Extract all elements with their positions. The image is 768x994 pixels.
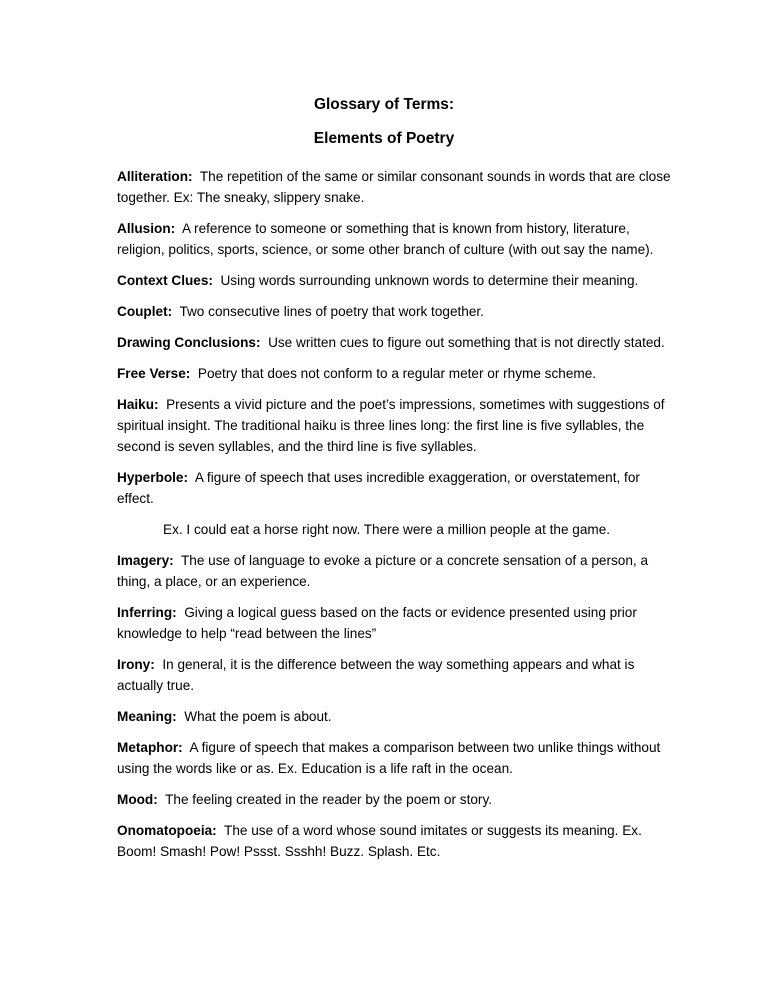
glossary-entry [117,706,677,727]
glossary-entry [117,602,677,644]
glossary-term: Context Clues: [117,273,213,288]
glossary-definition: The repetition of the same or similar consonant sounds in words that are close together. Ex: The sneaky, slippery snake. [117,169,671,205]
glossary-definition: A reference to someone or something that is known from history, literature, religion, politics, sports, science, or some other branch of culture (with out say the name). [117,221,654,257]
glossary-term: Free Verse: [117,366,191,381]
glossary-example: Ex. I could eat a horse right now. There were a million people at the game. [163,522,611,537]
glossary-entry [117,166,677,208]
glossary-definition: The use of language to evoke a picture or a concrete sensation of a person, a thing, a place, or an experience. [117,553,649,589]
glossary-term: Inferring: [117,605,177,620]
glossary-definition: Giving a logical guess based on the facts or evidence presented using prior knowledge to help “read between the lines” [117,605,637,641]
glossary-entry [117,820,677,862]
glossary-term: Hyperbole: [117,470,189,485]
glossary-entry [117,654,677,696]
glossary-term: Mood: [117,792,158,807]
glossary-term: Alliteration: [117,169,193,184]
glossary-entry [117,363,677,384]
glossary-term: Onomatopoeia: [117,823,217,838]
glossary-definition: Presents a vivid picture and the poet’s impressions, sometimes with suggestions of spiritual insight. The traditional haiku is three lines long: the first line is five syllables, the second is seven syllables, and the third line is five syllables. [117,397,665,454]
glossary-entry [117,789,677,810]
glossary-definition: A figure of speech that makes a comparison between two unlike things without using the words like or as. Ex. Education is a life raft in the ocean. [117,740,661,776]
page-title: Glossary of Terms: [313,96,455,113]
glossary-definition: Poetry that does not conform to a regular meter or rhyme scheme. [197,366,597,381]
glossary-definition: A figure of speech that uses incredible exaggeration, or overstatement, for effect. [117,470,640,506]
glossary-definition: Use written cues to figure out something that is not directly stated. [268,335,665,350]
glossary-definition: Using words surrounding unknown words to determine their meaning. [220,273,639,288]
glossary-term: Metaphor: [117,740,183,755]
glossary-term: Drawing Conclusions: [117,335,261,350]
glossary-entry [117,218,677,260]
glossary-definition: What the poem is about. [184,709,332,724]
glossary-definition: Two consecutive lines of poetry that work together. [179,304,484,319]
glossary-term: Imagery: [117,553,174,568]
glossary-term: Meaning: [117,709,177,724]
glossary-definition: The use of a word whose sound imitates or suggests its meaning. Ex. Boom! Smash! Pow! Pssst. Ssshh! Buzz. Splash. Etc. [117,823,642,859]
glossary-entry [117,737,677,779]
glossary-entry [117,270,677,291]
glossary-list [117,166,677,872]
glossary-term: Allusion: [117,221,176,236]
glossary-entry [117,301,677,322]
glossary-entry [117,394,677,457]
glossary-term: Irony: [117,657,155,672]
glossary-entry [117,550,677,592]
glossary-term: Couplet: [117,304,173,319]
glossary-definition: The feeling created in the reader by the poem or story. [165,792,493,807]
glossary-entry [117,332,677,353]
glossary-entry [117,467,677,509]
page-subtitle: Elements of Poetry [313,130,455,147]
glossary-term: Haiku: [117,397,159,412]
glossary-definition: In general, it is the difference between the way something appears and what is actually true. [117,657,635,693]
